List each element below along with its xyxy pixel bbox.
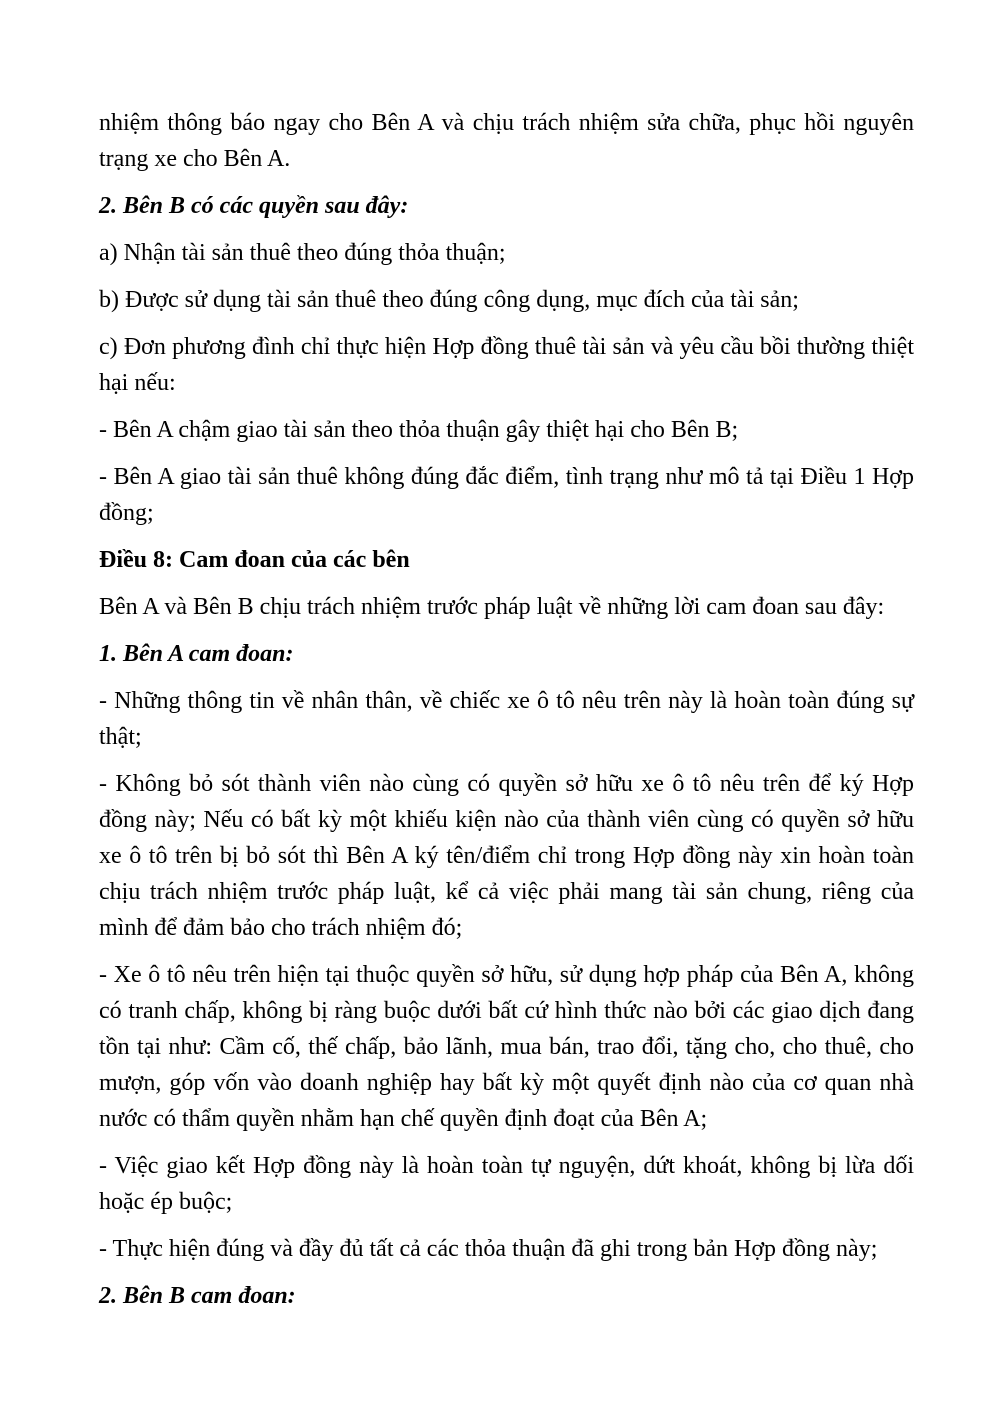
list-item-condition-late-delivery: - Bên A chậm giao tài sản theo thỏa thuận gây thiệt hại cho Bên B;: [99, 417, 739, 443]
list-item-commitment-voluntary: - Việc giao kết Hợp đồng này là hoàn toàn tự nguyện, dứt khoát, không bị lừa dối hoặc ép buộc;: [99, 1153, 914, 1215]
list-item-commitment-truthful-info: - Những thông tin về nhân thân, về chiếc xe ô tô nêu trên này là hoàn toàn đúng sự thật;: [99, 688, 914, 750]
document-page: [99, 105, 914, 1325]
list-item-commitment-legal-ownership: - Xe ô tô nêu trên hiện tại thuộc quyền sở hữu, sử dụng hợp pháp của Bên A, không có tranh chấp, không bị ràng buộc dưới bất cứ hình thức nào bởi các giao dịch đang tồn tại như: Cầm cố, thế chấp, bảo lãnh, mua bán, trao đổi, tặng cho, cho thuê, cho mượn, góp vốn vào doanh nghiệp hay bất kỳ một quyết định nào của cơ quan nhà nước có thẩm quyền nhằm hạn chế quyền định đoạt của Bên A;: [99, 962, 914, 1132]
list-item-condition-wrong-description: - Bên A giao tài sản thuê không đúng đắc điểm, tình trạng như mô tả tại Điều 1 Hợp đồng;: [99, 464, 914, 526]
heading-party-a-commitments: 1. Bên A cam đoan:: [99, 641, 294, 667]
heading-party-b-commitments: 2. Bên B cam đoan:: [99, 1283, 296, 1309]
heading-article-8: Điều 8: Cam đoan của các bên: [99, 547, 410, 573]
heading-party-b-rights: 2. Bên B có các quyền sau đây:: [99, 193, 409, 219]
list-item-right-b: b) Được sử dụng tài sản thuê theo đúng công dụng, mục đích của tài sản;: [99, 287, 799, 313]
paragraph-article-8-intro: Bên A và Bên B chịu trách nhiệm trước pháp luật về những lời cam đoan sau đây:: [99, 594, 885, 620]
paragraph-obligation-continuation: nhiệm thông báo ngay cho Bên A và chịu trách nhiệm sửa chữa, phục hồi nguyên trạng xe cho Bên A.: [99, 110, 914, 172]
list-item-commitment-all-owners: - Không bỏ sót thành viên nào cùng có quyền sở hữu xe ô tô nêu trên để ký Hợp đồng này; Nếu có bất kỳ một khiếu kiện nào của thành viên cùng có quyền sở hữu xe ô tô trên bị bỏ sót thì Bên A ký tên/điểm chỉ trong Hợp đồng này xin hoàn toàn chịu trách nhiệm trước pháp luật, kể cả việc phải mang tài sản chung, riêng của mình để đảm bảo cho trách nhiệm đó;: [99, 771, 914, 941]
list-item-right-c: c) Đơn phương đình chỉ thực hiện Hợp đồng thuê tài sản và yêu cầu bồi thường thiệt hại nếu:: [99, 334, 914, 396]
list-item-commitment-fulfil-terms: - Thực hiện đúng và đầy đủ tất cả các thỏa thuận đã ghi trong bản Hợp đồng này;: [99, 1236, 878, 1262]
list-item-right-a: a) Nhận tài sản thuê theo đúng thỏa thuận;: [99, 240, 506, 266]
